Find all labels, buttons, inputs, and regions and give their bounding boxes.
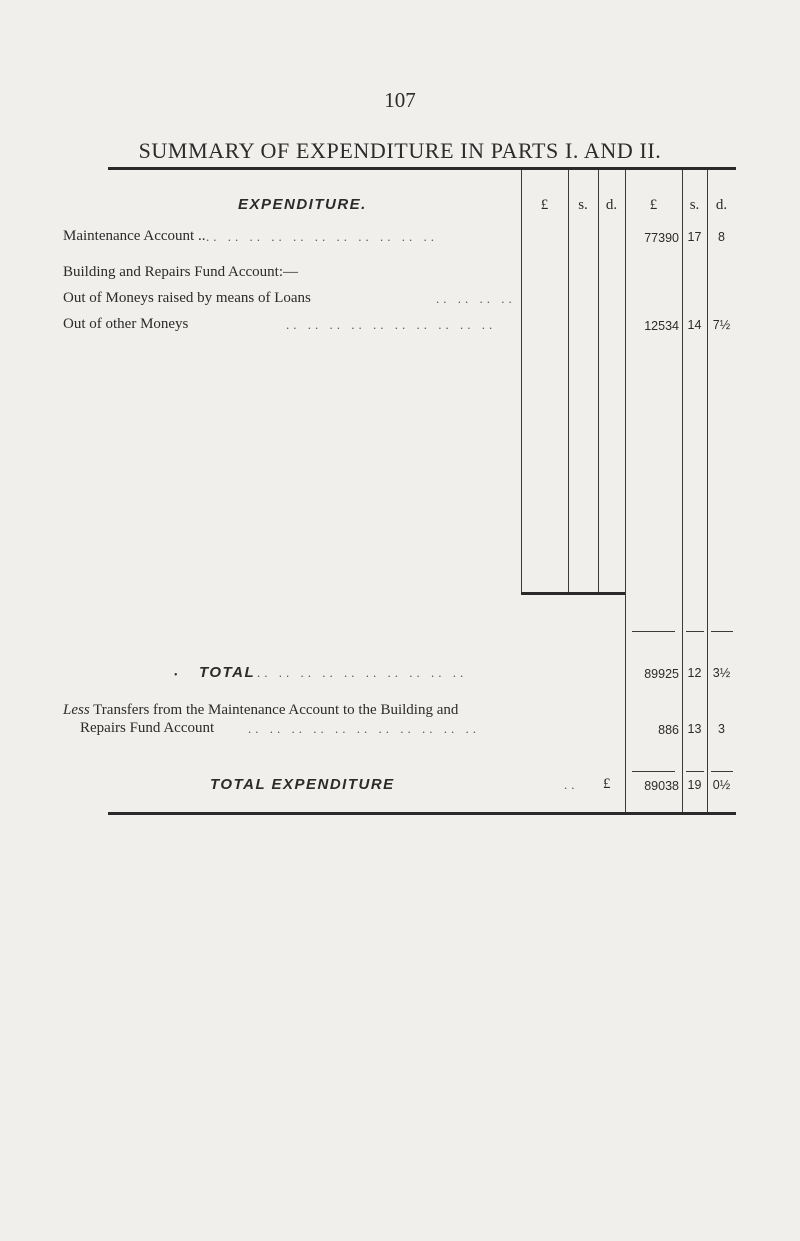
net-rule [632, 771, 675, 772]
cell-pence: 8 [718, 230, 725, 244]
inner-columns-bottom-rule [521, 592, 625, 595]
leader-dots: .. .. .. .. .. .. .. .. .. .. .. [206, 229, 438, 244]
cell-pounds: 77390 [644, 231, 679, 245]
cell-pence: 7½ [712, 318, 731, 332]
row-label-maintenance: Maintenance Account .. [63, 228, 206, 244]
cell-shillings: 17 [687, 230, 702, 244]
inner-shillings-header: s. [578, 197, 588, 213]
total-expenditure-label: TOTAL EXPENDITURE [210, 776, 395, 793]
cell-pounds: 89038 [644, 779, 679, 793]
subtotal-rule [686, 631, 704, 632]
page-number: 107 [384, 88, 416, 112]
row-label-building-fund: Building and Repairs Fund Account:— [63, 264, 298, 280]
cell-pence: 3 [718, 722, 725, 736]
leader-dots: .. .. .. .. .. .. .. .. .. .. [257, 665, 468, 680]
inner-pence-header: d. [605, 197, 618, 213]
page-title: SUMMARY OF EXPENDITURE IN PARTS I. AND II. [138, 138, 662, 163]
leader-dots: .. [564, 777, 579, 792]
less-transfers-line-2: Repairs Fund Account [80, 720, 215, 736]
cell-pence: 0½ [712, 778, 731, 792]
inner-pounds-header: £ [540, 197, 549, 213]
cell-shillings: 14 [687, 318, 702, 332]
cell-pounds: 886 [658, 723, 679, 737]
outer-pence-left-rule [707, 170, 708, 812]
expenditure-heading: EXPENDITURE. [238, 196, 367, 213]
table-top-rule [108, 167, 736, 170]
less-transfers-line-1 [63, 702, 458, 719]
cell-shillings: 12 [687, 666, 702, 680]
leader-dots: .. .. .. .. [436, 291, 516, 306]
leader-dots: .. .. .. .. .. .. .. .. .. .. .. [248, 721, 480, 736]
outer-pounds-header: £ [649, 197, 658, 213]
cell-pounds: 12534 [644, 319, 679, 333]
less-prefix: Less [63, 702, 90, 718]
net-rule [711, 771, 733, 772]
inner-shillings-left-rule [568, 170, 569, 592]
row-label-other-moneys: Out of other Moneys [63, 316, 189, 332]
cell-shillings: 13 [687, 722, 702, 736]
cell-shillings: 19 [687, 778, 702, 792]
inner-pounds-left-rule [521, 170, 522, 592]
inner-pence-left-rule [598, 170, 599, 592]
table-bottom-rule [108, 812, 736, 815]
row-label-loans: Out of Moneys raised by means of Loans [63, 290, 311, 306]
leader-dots: .. .. .. .. .. .. .. .. .. .. [286, 317, 497, 332]
subtotal-rule [711, 631, 733, 632]
currency-symbol: £ [603, 776, 611, 792]
outer-pence-header: d. [715, 197, 728, 213]
cell-pounds: 89925 [644, 667, 679, 681]
outer-shillings-left-rule [682, 170, 683, 812]
outer-pounds-left-rule [625, 170, 626, 812]
bullet-dot: • [174, 670, 178, 681]
cell-pence: 3½ [712, 666, 731, 680]
less-text: Transfers from the Maintenance Account to the Building and [93, 702, 459, 718]
net-rule [686, 771, 704, 772]
subtotal-rule [632, 631, 675, 632]
outer-shillings-header: s. [689, 197, 700, 213]
total-label: TOTAL [199, 664, 256, 681]
